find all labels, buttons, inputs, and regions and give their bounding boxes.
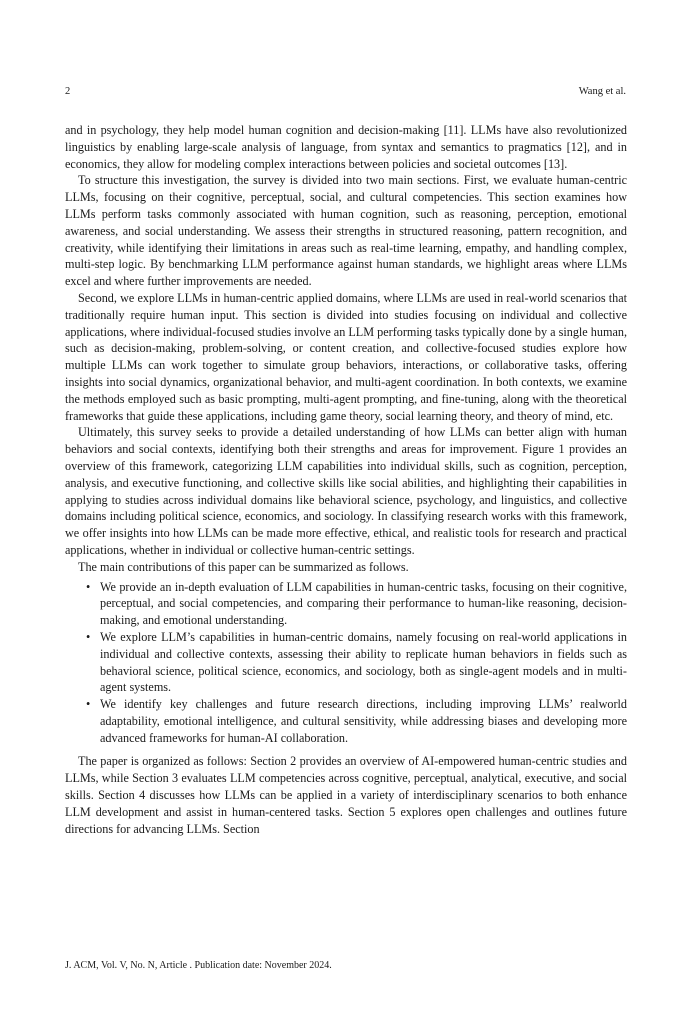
paragraph: To structure this investigation, the survey is divided into two main sections. First, we evaluate human-centric LLMs, focusing on their cognitive, perceptual, social, and cultural competencies. This section examines how LLMs perform tasks commonly associated with human cognition, such as reasoning, perception, emotional awareness, and social understanding. We assess their strengths in structured reasoning, pattern recognition, and creativity, while identifying their limitations in areas such as real-time learning, empathy, and handling complex, multi-step logic. By benchmarking LLM performance against human standards, we highlight areas where LLMs excel and where further improvements are needed. <box>65 173 627 289</box>
list-item <box>86 696 627 746</box>
paragraph: Ultimately, this survey seeks to provide a detailed understanding of how LLMs can better align with human behaviors and social contexts, identifying both their strengths and areas for improvement. Figure 1 provides an overview of this framework, categorizing LLM capabilities into individual skills, such as cognition, perception, analysis, and executive functioning, and collective skills like social abilities, and highlighting their capabilities in applying to studies across individual domains like behavioral science, psychology, and linguistics, and collective domains including political science, economics, and sociology. In classifying research works with this framework, we offer insights into how LLMs can be made more effective, ethical, and realistic tools for research and practical applications, whether in individual or collective human-centric settings. <box>65 425 627 557</box>
contributions-list <box>65 579 627 747</box>
list-item <box>86 579 627 629</box>
list-item-text: We explore LLM’s capabilities in human-centric domains, namely focusing on real-world applications in individual and collective contexts, assessing their ability to replicate human behaviors in fields such as behavioral science, political science, economics, and sociology, both as single-agent models and in multi-agent systems. <box>100 629 627 695</box>
paragraph: The paper is organized as follows: Section 2 provides an overview of AI-empowered human-centric studies and LLMs, while Section 3 evaluates LLM competencies across cognitive, perceptual, analytical, executive, and social skills. Section 4 discusses how LLMs can be applied in a variety of interdisciplinary scenarios to both enhance LLM development and assist in human-centered tasks. Section 5 explores open challenges and outlines future directions for advancing LLMs. Section <box>65 754 627 836</box>
page-header <box>65 86 626 102</box>
running-head: Wang et al. <box>578 86 626 97</box>
bullet-icon: • <box>86 629 91 644</box>
paragraph: and in psychology, they help model human cognition and decision-making [11]. LLMs have also revolutionized linguistics by enabling large-scale analysis of language, from syntax and semantics to pragmatics [12], and in economics, they allow for modeling complex interactions between policies and societal outcomes [13]. <box>65 123 627 171</box>
bullet-icon: • <box>86 579 91 594</box>
list-item <box>86 629 627 696</box>
page-number: 2 <box>65 86 71 97</box>
bullet-icon: • <box>86 697 91 712</box>
list-item-text: We provide an in-depth evaluation of LLM capabilities in human-centric tasks, focusing on their cognitive, perceptual, and social competencies, and comparing their performance to human-like reasoning, decision-making, and emotional understanding. <box>100 579 627 628</box>
paragraph: Second, we explore LLMs in human-centric applied domains, where LLMs are used in real-world scenarios that traditionally require human input. This section is divided into studies focusing on individual and collective applications, where individual-focused studies involve an LLM performing tasks typically done by a single human, such as decision-making, problem-solving, or content creation, and collective-focused studies explore how multiple LLMs can work together to simulate group behaviors, interactions, or collaborative tasks, offering insights into social dynamics, organizational behavior, and multi-agent coordination. In both contexts, we examine the methods employed such as basic prompting, multi-agent prompting, and fine-tuning, along with the theoretical frameworks that guide these applications, including game theory, social learning theory, and theory of mind, etc. <box>65 290 627 423</box>
list-item-text: We identify key challenges and future research directions, including improving LLMs’ realworld adaptability, emotional intelligence, and cultural sensitivity, while addressing biases and developing more advanced frameworks for human-AI collaboration. <box>100 697 627 745</box>
paragraph: The main contributions of this paper can be summarized as follows. <box>78 559 409 574</box>
page-footer: J. ACM, Vol. V, No. N, Article . Publication date: November 2024. <box>65 960 332 971</box>
body-text <box>65 122 627 837</box>
